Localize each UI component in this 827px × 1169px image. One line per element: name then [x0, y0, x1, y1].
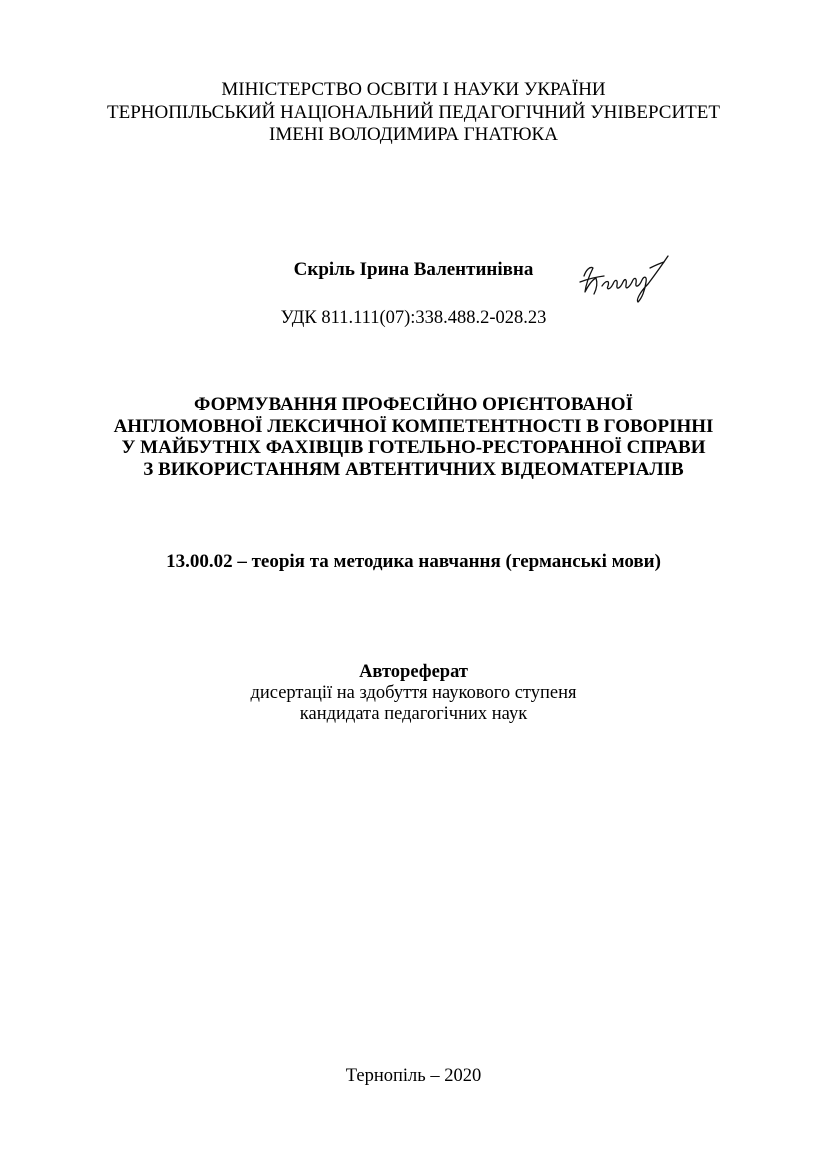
- dissertation-title: [0, 394, 827, 480]
- ministry-line: МІНІСТЕРСТВО ОСВІТИ І НАУКИ УКРАЇНИ: [221, 79, 606, 100]
- handwritten-signature: [576, 246, 676, 304]
- abstract-line: дисертації на здобуття наукового ступеня: [250, 683, 577, 703]
- ministry-header: [0, 79, 827, 147]
- specialty-code: 13.00.02 – теорія та методика навчання (германські мови): [166, 551, 661, 572]
- abstract-line: кандидата педагогічних наук: [299, 704, 528, 724]
- author-name: Скріль Ірина Валентинівна: [293, 259, 534, 280]
- university-line: ТЕРНОПІЛЬСЬКИЙ НАЦІОНАЛЬНИЙ ПЕДАГОГІЧНИЙ УНІВЕРСИТЕТ: [106, 101, 720, 123]
- title-line: АНГЛОМОВНОЇ ЛЕКСИЧНОЇ КОМПЕТЕНТНОСТІ В ГОВОРІННІ: [113, 415, 714, 437]
- abstract-block: [0, 662, 827, 725]
- title-line: У МАЙБУТНІХ ФАХІВЦІВ ГОТЕЛЬНО-РЕСТОРАННОЇ СПРАВИ: [121, 437, 706, 458]
- university-name-line: ІМЕНІ ВОЛОДИМИРА ГНАТЮКА: [269, 124, 558, 145]
- city-year: Тернопіль – 2020: [345, 1066, 482, 1086]
- udk-code: УДК 811.111(07):338.488.2-028.23: [280, 308, 547, 328]
- title-line: З ВИКОРИСТАННЯМ АВТЕНТИЧНИХ ВІДЕОМАТЕРІАЛІВ: [143, 458, 684, 480]
- title-line: ФОРМУВАННЯ ПРОФЕСІЙНО ОРІЄНТОВАНОЇ: [194, 394, 633, 415]
- abstract-label: Автореферат: [359, 662, 468, 682]
